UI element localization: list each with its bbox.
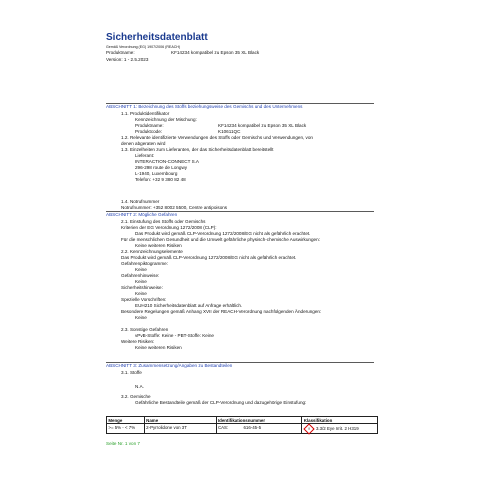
s2-line: Das Produkt wird gemäß CLP-Verordnung 1272/2008/EG nicht als gefährlich erachtet. (135, 231, 311, 236)
s2-line: Keine (135, 279, 147, 284)
s3-line: 3.1. Stoffe (121, 370, 142, 375)
s1-line: denen abgeraten wird (121, 141, 166, 146)
classification-text: 3.3/2 Eye Irrit. 2 H319 (315, 425, 359, 431)
s1-line: Notrufnummer: +352 8002 5500, Centre antipoisons (121, 205, 228, 210)
cas-label: CAS: (217, 424, 229, 430)
cas-number: 616-45-5 (243, 424, 262, 430)
s1-line: INTERACTION-CONNECT S.A (135, 159, 199, 164)
s1-line: 1.1. Produktidentifikator (121, 111, 170, 116)
cell-id (216, 424, 302, 434)
s1-line: 1.4. Notrufnummer (121, 199, 160, 204)
col-header-id: Identifikationsnummer (216, 417, 302, 424)
s2-line: Für die menschlichen Gesundheit und die Umwelt gefährliche physisch-chemische Auswirkungen: (121, 237, 320, 242)
s1-line: Kennzeichnung der Mischung: (135, 117, 197, 122)
s2-line: Keine (135, 291, 147, 296)
cell-classification (302, 424, 378, 434)
document-title: Sicherheitsdatenblatt (106, 32, 208, 43)
regulation-note: Gemäß Verordnung (EG) 1907/2006 (REACH) (106, 45, 181, 49)
s2-line: Kriterien der EG Verordnung 1272/2008 (CLP): (121, 225, 217, 230)
product-name-value: KF14234 kompatibel zu Epson 35 XL Black (171, 50, 260, 55)
s2-line: Gefahrenpiktogramme: (121, 261, 168, 266)
s2-line: EUH210 Sicherheitsdatenblatt auf Anfrage erhältlich. (135, 303, 243, 308)
ghs-exclamation-icon: ! (303, 424, 314, 435)
s2-line: 2.2. Kennzeichnungselemente (121, 249, 183, 254)
product-name-label: Produktname: (106, 50, 135, 55)
s2-line: Gefahrenhinweise: (121, 273, 160, 278)
s1-line: L-1940, Luxembourg (135, 171, 178, 176)
table-row (107, 424, 378, 434)
table-header-row (107, 417, 378, 424)
s2-line: 2.3. Sonstige Gefahren (121, 327, 169, 332)
s1-line: 296-298 route de Longwy (135, 165, 188, 170)
col-header-amount: Menge (107, 417, 145, 424)
s2-line: vPvB-Stoffe: Keine - PBT-Stoffe: Keine (135, 333, 214, 338)
s2-line: Besondere Regelungen gemäß Anhang XVII der REACH-Verordnung nachfolgenden Änderungen: (121, 309, 322, 314)
s2-line: Keine (135, 267, 147, 272)
s1-line: Telefon: +32 9 380 82 48 (135, 177, 186, 182)
page-number: Seite Nr. 1 von 7 (106, 441, 140, 446)
s1-line: Produktname: (135, 123, 164, 128)
s2-line: Sicherheitshinweise: (121, 285, 163, 290)
s2-line: Weitere Risiken: (121, 339, 155, 344)
s2-line: 2.1. Einstufung des Stoffs oder Gemischs (121, 219, 206, 224)
s1-line: Lieferant: (135, 153, 155, 158)
s1-line: 1.2. Relevante identifizierte Verwendungen des Stoffs oder Gemischs und Verwendungen, von (121, 135, 313, 140)
s3-line: Gefährliche Bestandteile gemäß der CLP-Verordnung und dazugehörige Einstufung: (135, 400, 307, 405)
section-1-heading: ABSCHNITT 1: Bezeichnung des Stoffs beziehungsweise des Gemischs und des Unternehmens (106, 104, 303, 109)
s1-line: K10611QC (218, 129, 241, 134)
s1-line: KF14234 kompatibel zu Epson 35 XL Black (218, 123, 307, 128)
s2-line: Das Produkt wird gemäß CLP-Verordnung 1272/2008/EG nicht als gefährlich erachtet. (121, 255, 297, 260)
col-header-name: Name (144, 417, 216, 424)
col-header-classification: Klassifikation (302, 417, 378, 424)
cell-amount: >= 5% - < 7% (107, 424, 145, 434)
cell-name: 2-Pyrrolidone von 3T (144, 424, 216, 434)
s3-line: N.A. (135, 384, 144, 389)
s1-line: 1.3. Einzelheiten zum Lieferanten, der das Sicherheitsdatenblatt bereitstellt (121, 147, 274, 152)
version-info: Version: 1 - 2.5.2023 (106, 57, 149, 62)
s2-line: Keine weiteren Risiken (135, 243, 182, 248)
hazardous-components-table (106, 416, 378, 434)
section-2-heading: ABSCHNITT 2: Mögliche Gefahren (106, 212, 178, 217)
s1-line: Produktcode: (135, 129, 163, 134)
s2-line: Spezielle Vorschriften: (121, 297, 167, 302)
s2-line: Keine weiteren Risiken (135, 345, 182, 350)
section-3-heading: ABSCHNITT 3: Zusammensetzung/Angaben zu Bestandteilen (106, 363, 233, 368)
s3-line: 3.2. Gemische (121, 394, 151, 399)
s2-line: Keine (135, 315, 147, 320)
